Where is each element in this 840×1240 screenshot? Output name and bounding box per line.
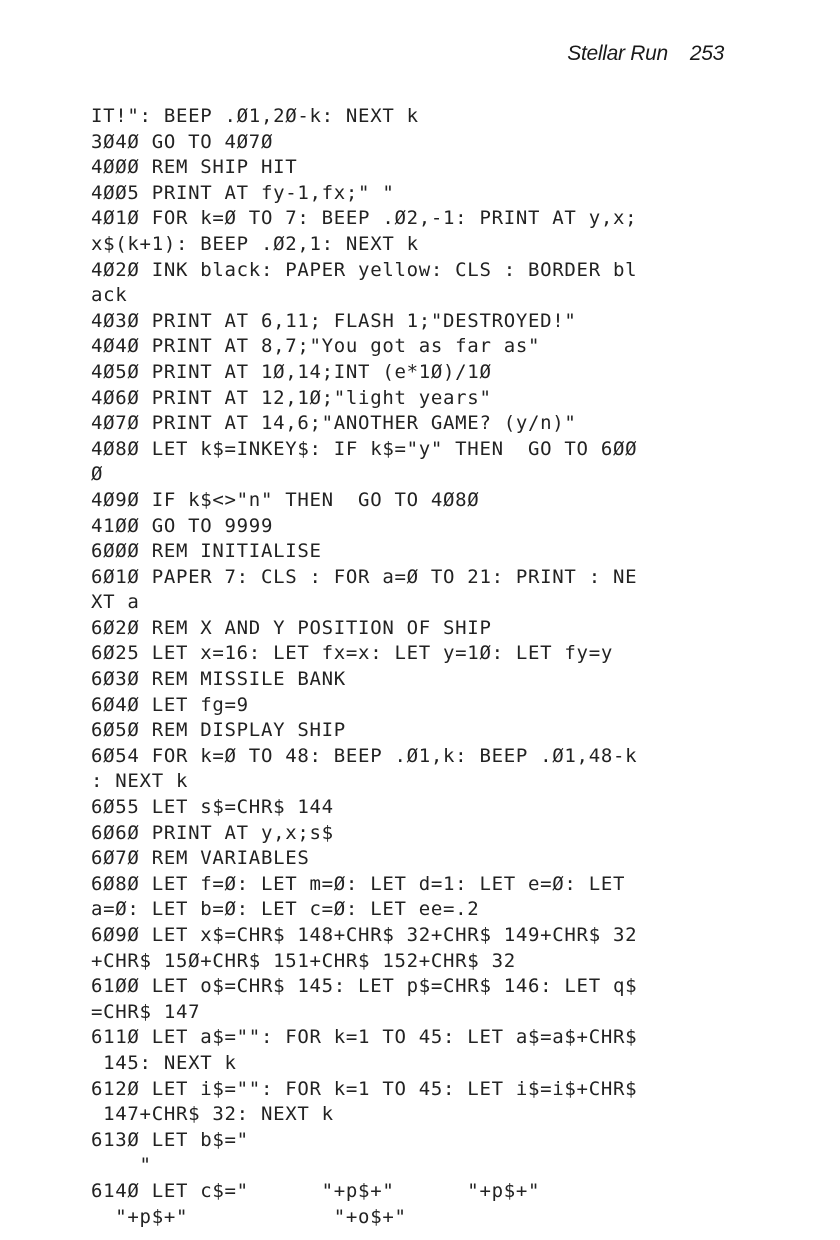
- code-line: 613Ø LET b$=": [91, 1128, 249, 1151]
- code-line: 4Ø5Ø PRINT AT 1Ø,14;INT (e*1Ø)/1Ø: [91, 360, 492, 383]
- running-head: [567, 42, 724, 66]
- code-line: x$(k+1): BEEP .Ø2,1: NEXT k: [91, 232, 419, 255]
- code-line: 4Ø8Ø LET k$=INKEY$: IF k$="y" THEN GO TO 6ØØ: [91, 437, 638, 460]
- code-line: 6Ø54 FOR k=Ø TO 48: BEEP .Ø1,k: BEEP .Ø1,48-k: [91, 744, 638, 767]
- code-line: =CHR$ 147: [91, 1000, 201, 1023]
- code-line: 6Ø25 LET x=16: LET fx=x: LET y=1Ø: LET fy=y: [91, 642, 613, 665]
- code-line: 6Ø1Ø PAPER 7: CLS : FOR a=Ø TO 21: PRINT : NE: [91, 565, 638, 588]
- code-line: 6Ø3Ø REM MISSILE BANK: [91, 668, 346, 691]
- code-line: 41ØØ GO TO 9999: [91, 514, 274, 537]
- code-line: 614Ø LET c$=" "+p$+" "+p$+": [91, 1179, 541, 1202]
- code-line: IT!": BEEP .Ø1,2Ø-k: NEXT k: [91, 105, 419, 127]
- code-line: 4Ø6Ø PRINT AT 12,1Ø;"light years": [91, 386, 492, 409]
- code-line: XT a: [91, 591, 140, 614]
- code-line: ack: [91, 284, 128, 307]
- code-line: 611Ø LET a$="": FOR k=1 TO 45: LET a$=a$+CHR$: [91, 1026, 638, 1049]
- code-line: 612Ø LET i$="": FOR k=1 TO 45: LET i$=i$+CHR$: [91, 1077, 638, 1100]
- code-line: 4Ø9Ø IF k$<>"n" THEN GO TO 4Ø8Ø: [91, 488, 480, 511]
- code-line: 6Ø4Ø LET fg=9: [91, 693, 249, 716]
- code-line: 4Ø3Ø PRINT AT 6,11; FLASH 1;"DESTROYED!": [91, 309, 577, 332]
- code-line: 3Ø4Ø GO TO 4Ø7Ø: [91, 130, 274, 153]
- code-line: 145: NEXT k: [91, 1051, 237, 1074]
- code-line: 6Ø55 LET s$=CHR$ 144: [91, 796, 334, 819]
- code-line: 4ØØ5 PRINT AT fy-1,fx;" ": [91, 181, 395, 204]
- code-line: 147+CHR$ 32: NEXT k: [91, 1103, 334, 1126]
- page-number: 253: [689, 42, 724, 65]
- code-line: 6Ø9Ø LET x$=CHR$ 148+CHR$ 32+CHR$ 149+CHR$ 32: [91, 924, 638, 946]
- code-line: ": [91, 1154, 152, 1177]
- code-line: 61ØØ LET o$=CHR$ 145: LET p$=CHR$ 146: LET q$: [91, 975, 638, 998]
- code-line: 6Ø6Ø PRINT AT y,x;s$: [91, 821, 334, 844]
- book-title: Stellar Run: [567, 42, 668, 65]
- code-line: "+p$+" "+o$+": [91, 1205, 407, 1228]
- code-line: : NEXT k: [91, 770, 189, 793]
- code-line: 6Ø2Ø REM X AND Y POSITION OF SHIP: [91, 616, 492, 639]
- code-line: +CHR$ 15Ø+CHR$ 151+CHR$ 152+CHR$ 32: [91, 949, 516, 972]
- code-line: a=Ø: LET b=Ø: LET c=Ø: LET ee=.2: [91, 898, 480, 921]
- code-line: 6Ø8Ø LET f=Ø: LET m=Ø: LET d=1: LET e=Ø: LET: [91, 872, 626, 895]
- code-line: 6ØØØ REM INITIALISE: [91, 540, 322, 563]
- program-listing: [91, 104, 751, 1230]
- code-line: 4Ø7Ø PRINT AT 14,6;"ANOTHER GAME? (y/n)": [91, 412, 577, 435]
- code-line: 4Ø2Ø INK black: PAPER yellow: CLS : BORDER bl: [91, 258, 638, 281]
- code-line: 6Ø5Ø REM DISPLAY SHIP: [91, 719, 346, 742]
- code-line: 4Ø1Ø FOR k=Ø TO 7: BEEP .Ø2,-1: PRINT AT y,x;: [91, 207, 638, 230]
- code-line: 4ØØØ REM SHIP HIT: [91, 156, 298, 179]
- code-line: 6Ø7Ø REM VARIABLES: [91, 847, 310, 870]
- code-line: Ø: [91, 463, 104, 486]
- code-line: 4Ø4Ø PRINT AT 8,7;"You got as far as": [91, 335, 541, 358]
